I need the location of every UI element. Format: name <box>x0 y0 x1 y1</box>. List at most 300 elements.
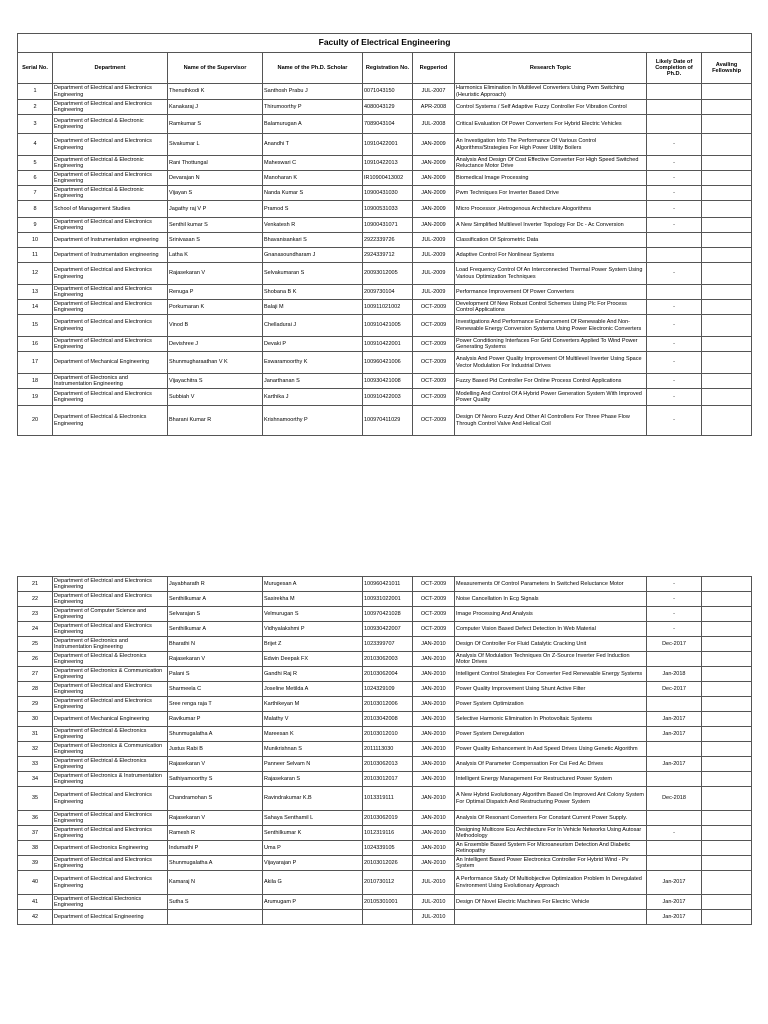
supervisor-cell: Ramesh R <box>168 826 263 841</box>
reg-period-cell: JAN-2010 <box>413 682 455 697</box>
reg-period-cell: JUL-2007 <box>413 84 455 100</box>
supervisor-cell: Ravikumar P <box>168 712 263 727</box>
reg-no-cell: 20105301001 <box>363 895 413 910</box>
table-row <box>18 910 752 925</box>
serial-cell: 41 <box>18 895 53 910</box>
completion-cell: - <box>647 263 702 285</box>
completion-cell <box>647 248 702 263</box>
scholar-cell: Panneer Selvam N <box>263 757 363 772</box>
fellowship-cell <box>702 115 752 134</box>
table-row <box>18 100 752 115</box>
header-serial: Serial No. <box>18 53 53 84</box>
department-cell: Department of Electrical and Electronics Engineering <box>53 622 168 637</box>
serial-cell: 35 <box>18 787 53 811</box>
reg-period-cell: OCT-2009 <box>413 374 455 389</box>
serial-cell: 25 <box>18 637 53 652</box>
department-cell: Department of Electrical and Electronics Engineering <box>53 592 168 607</box>
department-cell: Department of Electronics & Instrumentation Engineering <box>53 772 168 787</box>
department-cell: Department of Instrumentation engineering <box>53 233 168 248</box>
table-row <box>18 652 752 667</box>
completion-cell <box>647 697 702 712</box>
completion-cell: Jan-2017 <box>647 712 702 727</box>
department-cell: Department of Electronics & Communication Engineering <box>53 742 168 757</box>
fellowship-cell <box>702 742 752 757</box>
reg-no-cell: 4080043129 <box>363 100 413 115</box>
department-cell: Department of Electrical and Electronics Engineering <box>53 134 168 156</box>
reg-no-cell: 1023399707 <box>363 637 413 652</box>
topic-cell: Power System Deregulation <box>455 727 647 742</box>
reg-no-cell: 2924339712 <box>363 248 413 263</box>
scholar-cell: Thirumoorthy P <box>263 100 363 115</box>
supervisor-cell: Selvarajan S <box>168 607 263 622</box>
serial-cell: 7 <box>18 186 53 201</box>
reg-period-cell: OCT-2009 <box>413 607 455 622</box>
header-supervisor: Name of the Supervisor <box>168 53 263 84</box>
serial-cell: 4 <box>18 134 53 156</box>
department-cell: Department of Electrical and Electronics Engineering <box>53 856 168 871</box>
fellowship-cell <box>702 134 752 156</box>
scholar-cell: Balaji M <box>263 300 363 315</box>
reg-period-cell: JUL-2009 <box>413 263 455 285</box>
table-row <box>18 315 752 337</box>
topic-cell: Adaptive Control For Nonlinear Systems <box>455 248 647 263</box>
supervisor-cell: Senthilkumar A <box>168 622 263 637</box>
department-cell: Department of Mechanical Engineering <box>53 712 168 727</box>
reg-no-cell: 20103062013 <box>363 757 413 772</box>
fellowship-cell <box>702 352 752 374</box>
supervisor-cell: Rajasekaran V <box>168 811 263 826</box>
supervisor-cell: Vinod B <box>168 315 263 337</box>
topic-cell: Investigations And Performance Enhancement Of Renewable And Non-Renewable Energy Conversion Systems Using Power Electronic Converters <box>455 315 647 337</box>
reg-no-cell: 1012319116 <box>363 826 413 841</box>
scholar-cell: Eswaramoorthy K <box>263 352 363 374</box>
reg-no-cell: 100970411029 <box>363 406 413 436</box>
topic-cell: Designing Multicore Ecu Architecture For In Vehicle Networks Using Autosar Methodology <box>455 826 647 841</box>
completion-cell: Jan-2017 <box>647 757 702 772</box>
supervisor-cell: Rajasekaran V <box>168 652 263 667</box>
reg-period-cell: JAN-2010 <box>413 742 455 757</box>
department-cell: Department of Electrical & Electronic Engineering <box>53 115 168 134</box>
reg-period-cell: OCT-2009 <box>413 352 455 374</box>
department-cell: Department of Electrical and Electronics Engineering <box>53 787 168 811</box>
page-title: Faculty of Electrical Engineering <box>18 34 752 53</box>
fellowship-cell <box>702 826 752 841</box>
department-cell: Department of Mechanical Engineering <box>53 352 168 374</box>
serial-cell: 31 <box>18 727 53 742</box>
supervisor-cell: Renuga P <box>168 285 263 300</box>
reg-period-cell: JUL-2010 <box>413 910 455 925</box>
department-cell: Department of Electrical and Electronics Engineering <box>53 697 168 712</box>
reg-period-cell: JUL-2010 <box>413 895 455 910</box>
fellowship-cell <box>702 201 752 218</box>
reg-no-cell: 100910422003 <box>363 389 413 406</box>
completion-cell: Jan-2017 <box>647 871 702 895</box>
topic-cell: An Intelligent Based Power Electronics Controller For Hybrid Wind - Pv System <box>455 856 647 871</box>
scholar-cell: Krishnamoorthy P <box>263 406 363 436</box>
reg-no-cell: 7089043104 <box>363 115 413 134</box>
department-cell: Department of Electrical and Electronics Engineering <box>53 84 168 100</box>
topic-cell: Critical Evaluation Of Power Converters For Hybrid Electric Vehicles <box>455 115 647 134</box>
table-row <box>18 248 752 263</box>
department-cell: Department of Electrical and Electronics Engineering <box>53 300 168 315</box>
scholar-cell: Malathy V <box>263 712 363 727</box>
fellowship-cell <box>702 171 752 186</box>
fellowship-cell <box>702 337 752 352</box>
reg-no-cell: 20103012010 <box>363 727 413 742</box>
topic-cell: Power Quality Improvement Using Shunt Active Filter <box>455 682 647 697</box>
serial-cell: 20 <box>18 406 53 436</box>
reg-period-cell: JAN-2009 <box>413 218 455 233</box>
table-row <box>18 337 752 352</box>
scholar-cell: Edwin Deepak FX <box>263 652 363 667</box>
fellowship-cell <box>702 787 752 811</box>
table-row <box>18 186 752 201</box>
table-row <box>18 285 752 300</box>
scholar-cell: Senthilkumar K <box>263 826 363 841</box>
scholar-cell: Balamurugan A <box>263 115 363 134</box>
supervisor-cell: Srinivasan S <box>168 233 263 248</box>
supervisor-cell: Shunmugharaathan V K <box>168 352 263 374</box>
fellowship-cell <box>702 389 752 406</box>
reg-period-cell: OCT-2009 <box>413 315 455 337</box>
reg-period-cell: JAN-2010 <box>413 727 455 742</box>
reg-period-cell: JAN-2009 <box>413 171 455 186</box>
serial-cell: 36 <box>18 811 53 826</box>
reg-no-cell: 100911021002 <box>363 300 413 315</box>
reg-period-cell: JAN-2010 <box>413 841 455 856</box>
header-department: Department <box>53 53 168 84</box>
serial-cell: 14 <box>18 300 53 315</box>
serial-cell: 26 <box>18 652 53 667</box>
reg-period-cell: OCT-2009 <box>413 300 455 315</box>
table-row <box>18 406 752 436</box>
completion-cell: - <box>647 134 702 156</box>
scholar-cell: Shobana B K <box>263 285 363 300</box>
reg-no-cell: 100930422007 <box>363 622 413 637</box>
fellowship-cell <box>702 895 752 910</box>
supervisor-cell: Sutha S <box>168 895 263 910</box>
supervisor-cell: Devarajan N <box>168 171 263 186</box>
reg-no-cell: 100910421005 <box>363 315 413 337</box>
completion-cell: - <box>647 592 702 607</box>
table-row <box>18 871 752 895</box>
completion-cell <box>647 115 702 134</box>
fellowship-cell <box>702 315 752 337</box>
department-cell: Department of Electrical & Electronic Engineering <box>53 156 168 171</box>
serial-cell: 15 <box>18 315 53 337</box>
fellowship-cell <box>702 300 752 315</box>
reg-period-cell: JAN-2010 <box>413 652 455 667</box>
reg-no-cell: 20103062004 <box>363 667 413 682</box>
fellowship-cell <box>702 285 752 300</box>
reg-period-cell: JUL-2009 <box>413 248 455 263</box>
topic-cell: An Investigation Into The Performance Of Various Control Algorithms/Strategies For High Power Utility Boilers <box>455 134 647 156</box>
completion-cell <box>647 84 702 100</box>
header-completion: Likely Date of Completion of Ph.D. <box>647 53 702 84</box>
serial-cell: 13 <box>18 285 53 300</box>
supervisor-cell: Subbiah V <box>168 389 263 406</box>
supervisor-cell: Palani S <box>168 667 263 682</box>
completion-cell <box>647 811 702 826</box>
reg-no-cell: 10900431030 <box>363 186 413 201</box>
completion-cell: - <box>647 826 702 841</box>
completion-cell: - <box>647 171 702 186</box>
completion-cell <box>647 772 702 787</box>
supervisor-cell: Sivakumar L <box>168 134 263 156</box>
header-topic: Research Topic <box>455 53 647 84</box>
table-row <box>18 841 752 856</box>
fellowship-cell <box>702 218 752 233</box>
table-row <box>18 622 752 637</box>
reg-period-cell: JAN-2010 <box>413 856 455 871</box>
serial-cell: 8 <box>18 201 53 218</box>
topic-cell: Modelling And Control Of A Hybrid Power Generation System With Improved Power Quality <box>455 389 647 406</box>
topic-cell: Analysis And Design Of Cost Effective Converter For High Speed Switched Reluctance Motor Drive <box>455 156 647 171</box>
department-cell: Department of Instrumentation engineering <box>53 248 168 263</box>
supervisor-cell: Rani Thottungal <box>168 156 263 171</box>
serial-cell: 38 <box>18 841 53 856</box>
department-cell: Department of Electronics Engineering <box>53 841 168 856</box>
topic-cell: A New Simplified Multilevel Inverter Topology For Dc - Ac Conversion <box>455 218 647 233</box>
topic-cell: Control Systems / Self Adaptive Fuzzy Controller For Vibration Control <box>455 100 647 115</box>
table-row <box>18 895 752 910</box>
table-row <box>18 607 752 622</box>
serial-cell: 6 <box>18 171 53 186</box>
fellowship-cell <box>702 682 752 697</box>
table-row <box>18 856 752 871</box>
serial-cell: 30 <box>18 712 53 727</box>
reg-period-cell: JAN-2009 <box>413 156 455 171</box>
supervisor-cell: Indumathi P <box>168 841 263 856</box>
table-row <box>18 115 752 134</box>
completion-cell: - <box>647 218 702 233</box>
reg-no-cell: 100970421028 <box>363 607 413 622</box>
reg-period-cell: JAN-2010 <box>413 712 455 727</box>
supervisor-cell: Rajasekaran V <box>168 757 263 772</box>
scholar-cell: Sahaya Senthamil L <box>263 811 363 826</box>
department-cell: Department of Electrical & Electronic Engineering <box>53 186 168 201</box>
serial-cell: 21 <box>18 577 53 592</box>
reg-period-cell: JAN-2010 <box>413 637 455 652</box>
completion-cell: - <box>647 186 702 201</box>
reg-no-cell: 100960421011 <box>363 577 413 592</box>
scholar-cell: Venkatesh R <box>263 218 363 233</box>
table-row <box>18 84 752 100</box>
table-row <box>18 682 752 697</box>
completion-cell: Jan-2017 <box>647 910 702 925</box>
fellowship-cell <box>702 100 752 115</box>
header-reg-no: Registration No. <box>363 53 413 84</box>
reg-period-cell: OCT-2009 <box>413 592 455 607</box>
department-cell: Department of Electrical & Electronics Engineering <box>53 757 168 772</box>
topic-cell: Biomedical Image Processing <box>455 171 647 186</box>
table-header-row <box>18 53 752 84</box>
supervisor-cell: Chandramohan S <box>168 787 263 811</box>
reg-no-cell: 10900431071 <box>363 218 413 233</box>
reg-period-cell: JUL-2010 <box>413 871 455 895</box>
scholar-table-1 <box>17 33 752 436</box>
fellowship-cell <box>702 727 752 742</box>
reg-period-cell: JAN-2009 <box>413 186 455 201</box>
completion-cell: - <box>647 607 702 622</box>
reg-period-cell: JAN-2010 <box>413 787 455 811</box>
topic-cell: Design Of Novel Electric Machines For Electric Vehicle <box>455 895 647 910</box>
reg-no-cell: 2010730112 <box>363 871 413 895</box>
scholar-cell: Manoharan K <box>263 171 363 186</box>
fellowship-cell <box>702 652 752 667</box>
supervisor-cell: Justus Rabi B <box>168 742 263 757</box>
supervisor-cell: Sathiyamoorthy S <box>168 772 263 787</box>
reg-period-cell: OCT-2009 <box>413 406 455 436</box>
completion-cell <box>647 742 702 757</box>
table-row <box>18 787 752 811</box>
reg-no-cell: 2011113030 <box>363 742 413 757</box>
table-2-body <box>18 577 752 925</box>
fellowship-cell <box>702 856 752 871</box>
fellowship-cell <box>702 697 752 712</box>
fellowship-cell <box>702 841 752 856</box>
serial-cell: 39 <box>18 856 53 871</box>
serial-cell: 10 <box>18 233 53 248</box>
scholar-cell: Murugesan A <box>263 577 363 592</box>
table-row <box>18 637 752 652</box>
serial-cell: 11 <box>18 248 53 263</box>
table-1-body <box>18 84 752 436</box>
header-fellowship: Availing Fellowship <box>702 53 752 84</box>
reg-no-cell: 20103042008 <box>363 712 413 727</box>
fellowship-cell <box>702 667 752 682</box>
topic-cell: A New Hybrid Evolutionary Algorithm Based On Improved Ant Colony System For Optimal Dispatch And Restructuring Power System <box>455 787 647 811</box>
fellowship-cell <box>702 156 752 171</box>
completion-cell <box>647 285 702 300</box>
department-cell: Department of Electrical and Electronics Engineering <box>53 337 168 352</box>
completion-cell <box>647 233 702 248</box>
serial-cell: 23 <box>18 607 53 622</box>
reg-no-cell: 1024339105 <box>363 841 413 856</box>
table-row <box>18 712 752 727</box>
topic-cell: Micro Processor ,Hetrogenous Architecture Alogorithms <box>455 201 647 218</box>
completion-cell <box>647 856 702 871</box>
fellowship-cell <box>702 374 752 389</box>
scholar-cell: Santhosh Prabu J <box>263 84 363 100</box>
topic-cell: Intelligent Control Strategies For Converter Fed Renewable Energy Systems <box>455 667 647 682</box>
reg-no-cell: 1013319111 <box>363 787 413 811</box>
scholar-cell: Chelladurai J <box>263 315 363 337</box>
department-cell: Department of Electrical & Electronics Engineering <box>53 406 168 436</box>
reg-no-cell: 0071043150 <box>363 84 413 100</box>
supervisor-cell: Thenuthkodi K <box>168 84 263 100</box>
scholar-cell: Sasirekha M <box>263 592 363 607</box>
fellowship-cell <box>702 607 752 622</box>
table-row <box>18 667 752 682</box>
fellowship-cell <box>702 811 752 826</box>
table-row <box>18 389 752 406</box>
table-row <box>18 156 752 171</box>
topic-cell: Power Quality Enhancement In Asd Speed Drives Using Genetic Algorithm <box>455 742 647 757</box>
fellowship-cell <box>702 712 752 727</box>
completion-cell: Dec-2018 <box>647 787 702 811</box>
department-cell: Department of Electrical and Electronics Engineering <box>53 871 168 895</box>
topic-cell: Design Of Controller For Fluid Catalytic Cracking Unit <box>455 637 647 652</box>
serial-cell: 12 <box>18 263 53 285</box>
reg-period-cell: OCT-2009 <box>413 337 455 352</box>
scholar-cell: Vidhyalakshmi P <box>263 622 363 637</box>
reg-period-cell: JUL-2008 <box>413 115 455 134</box>
scholar-cell: Janarthanan S <box>263 374 363 389</box>
department-cell: Department of Electrical and Electronics Engineering <box>53 100 168 115</box>
table-row <box>18 592 752 607</box>
department-cell: Department of Electronics and Instrumentation Engineering <box>53 637 168 652</box>
fellowship-cell <box>702 637 752 652</box>
topic-cell: Measurements Of Control Parameters In Switched Reluctance Motor <box>455 577 647 592</box>
table-row <box>18 826 752 841</box>
completion-cell: - <box>647 300 702 315</box>
supervisor-cell: Jayabharath R <box>168 577 263 592</box>
department-cell: Department of Electrical Engineering <box>53 910 168 925</box>
department-cell: Department of Electrical and Electronics Engineering <box>53 285 168 300</box>
reg-period-cell: APR-2008 <box>413 100 455 115</box>
topic-cell: Design Of Neoro Fuzzy And Other AI Controllers For Three Phase Flow Through Control Valve And Helical Coil <box>455 406 647 436</box>
topic-cell: Classification Of Spirometric Data <box>455 233 647 248</box>
completion-cell: - <box>647 577 702 592</box>
fellowship-cell <box>702 406 752 436</box>
scholar-cell: Uma P <box>263 841 363 856</box>
table-row <box>18 233 752 248</box>
reg-no-cell: 10910422013 <box>363 156 413 171</box>
scholar-cell: Gnanasoundharam J <box>263 248 363 263</box>
reg-period-cell: JAN-2009 <box>413 201 455 218</box>
serial-cell: 42 <box>18 910 53 925</box>
department-cell: Department of Electrical and Electronics Engineering <box>53 171 168 186</box>
scholar-cell: Karthika J <box>263 389 363 406</box>
topic-cell: Harmonics Elimination In Multilevel Converters Using Pwm Switching (Heuristic Approach) <box>455 84 647 100</box>
table-row <box>18 134 752 156</box>
scholar-cell: Devaki P <box>263 337 363 352</box>
reg-no-cell: 10900531033 <box>363 201 413 218</box>
serial-cell: 9 <box>18 218 53 233</box>
scholar-cell: Selvakumaran S <box>263 263 363 285</box>
supervisor-cell: Vijayan S <box>168 186 263 201</box>
completion-cell: - <box>647 352 702 374</box>
fellowship-cell <box>702 248 752 263</box>
reg-no-cell: 100931022001 <box>363 592 413 607</box>
supervisor-cell: Jagathy raj V P <box>168 201 263 218</box>
serial-cell: 27 <box>18 667 53 682</box>
completion-cell: Jan-2018 <box>647 667 702 682</box>
topic-cell: Image Processing And Analysis <box>455 607 647 622</box>
topic-cell: Development Of New Robust Control Schemes Using Plc For Process Control Applications <box>455 300 647 315</box>
reg-period-cell: JAN-2010 <box>413 697 455 712</box>
fellowship-cell <box>702 622 752 637</box>
scholar-cell: Maheswari C <box>263 156 363 171</box>
department-cell: Department of Electrical and Electronics Engineering <box>53 218 168 233</box>
scholar-cell: Nanda Kumar S <box>263 186 363 201</box>
scholar-cell: Brijet Z <box>263 637 363 652</box>
supervisor-cell: Bharathi N <box>168 637 263 652</box>
serial-cell: 2 <box>18 100 53 115</box>
topic-cell: Analysis Of Resonant Converters For Constant Current Power Supply. <box>455 811 647 826</box>
fellowship-cell <box>702 233 752 248</box>
supervisor-cell: Porkumaran K <box>168 300 263 315</box>
completion-cell: Jan-2017 <box>647 727 702 742</box>
fellowship-cell <box>702 772 752 787</box>
scholar-cell: Mareesan K <box>263 727 363 742</box>
completion-cell: Dec-2017 <box>647 682 702 697</box>
reg-period-cell: JUL-2009 <box>413 233 455 248</box>
table-row <box>18 772 752 787</box>
serial-cell: 32 <box>18 742 53 757</box>
serial-cell: 24 <box>18 622 53 637</box>
